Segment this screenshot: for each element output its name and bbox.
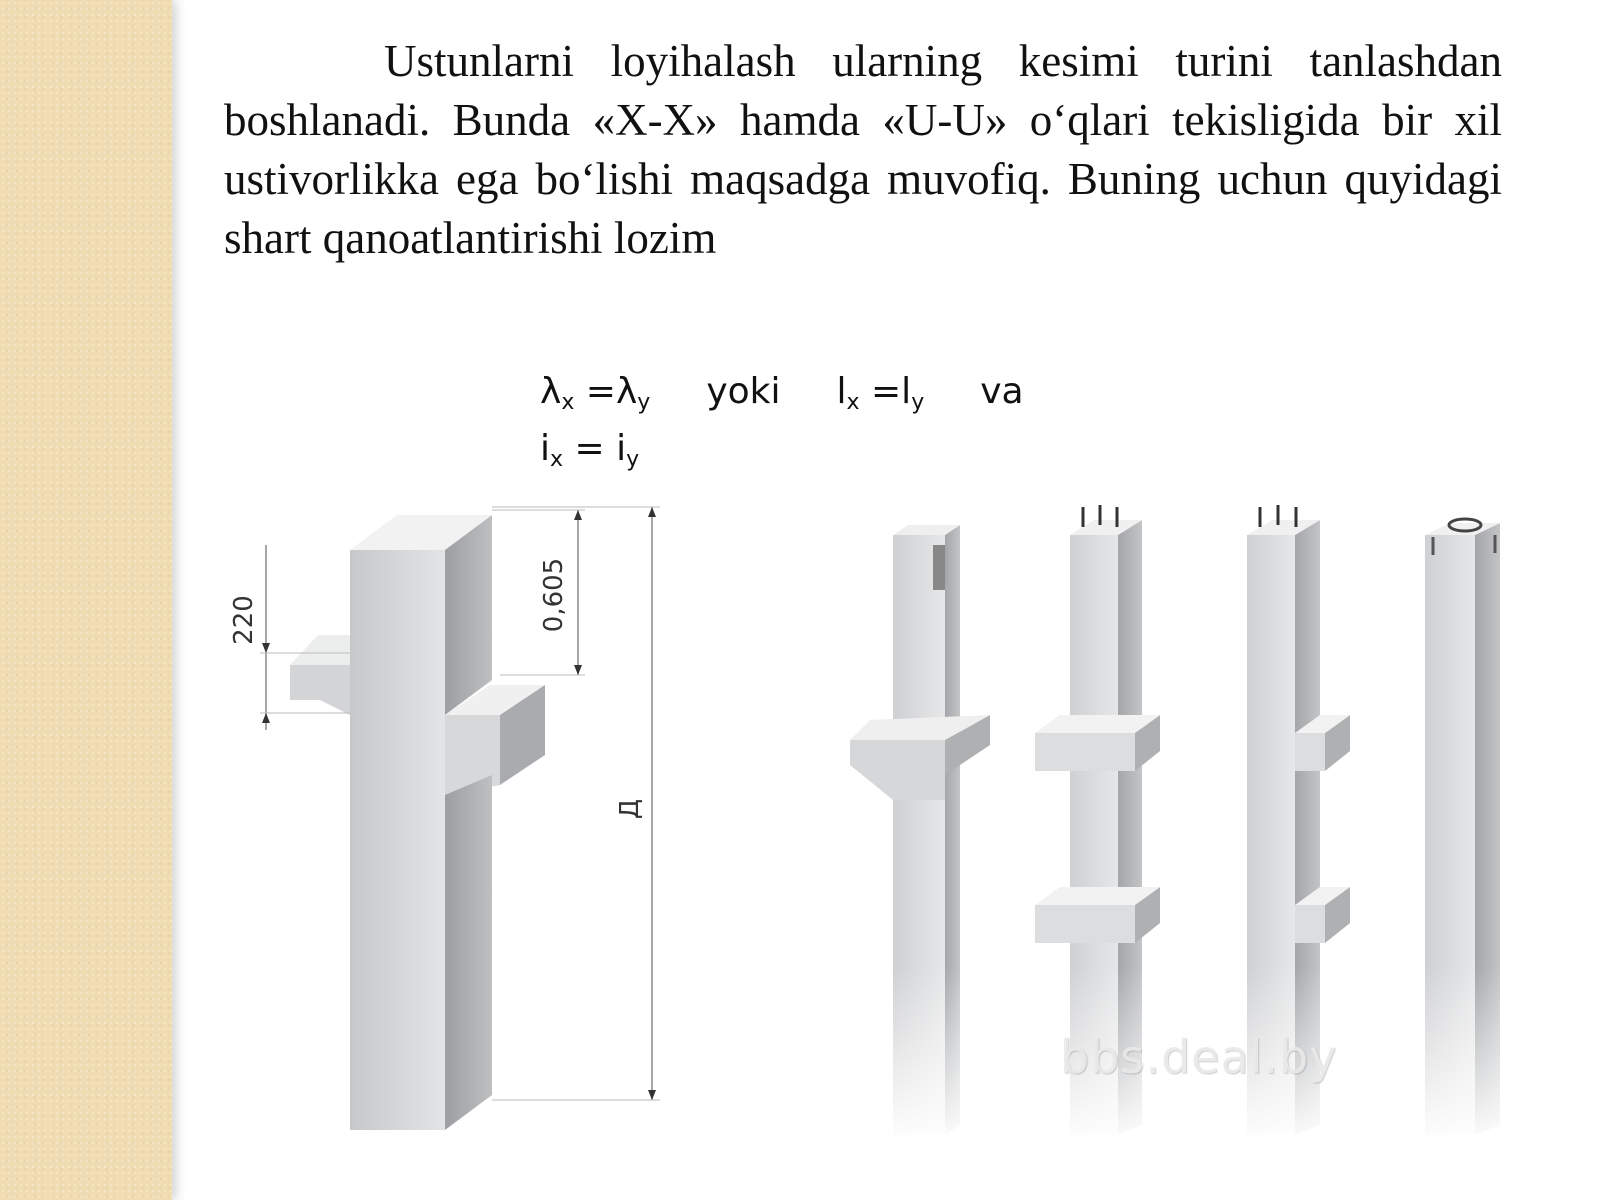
column-dimension-drawing — [200, 495, 720, 1155]
dimension-label-0605: 0,605 — [539, 557, 569, 633]
watermark-text: bbs.deal.by — [1060, 1030, 1338, 1084]
dimension-label-d: Д — [615, 798, 645, 820]
slide-paragraph: Ustunlarni loyihalash ularning kesimi turini tanlashdan boshlanadi. Bunda «X-X» hamda «U-U» o‘qlari tekisligida bir xil ustivorlikka ega bo‘lishi maqsadga muvofiq. Buning uchun quyidagi shart qanoatlantirishi lozim — [224, 36, 1502, 263]
dimension-label-220: 220 — [229, 595, 259, 645]
formula-word-yoki: yoki — [706, 371, 781, 412]
decorative-sidebar — [0, 0, 172, 1200]
formula-word-va: va — [980, 371, 1024, 412]
formula-line-1: $\lambda_x =\lambda_y$ yoki $l_x =l_y$ va — [540, 371, 1024, 415]
formula-line-2: $i_x = i_y$ — [540, 428, 640, 472]
